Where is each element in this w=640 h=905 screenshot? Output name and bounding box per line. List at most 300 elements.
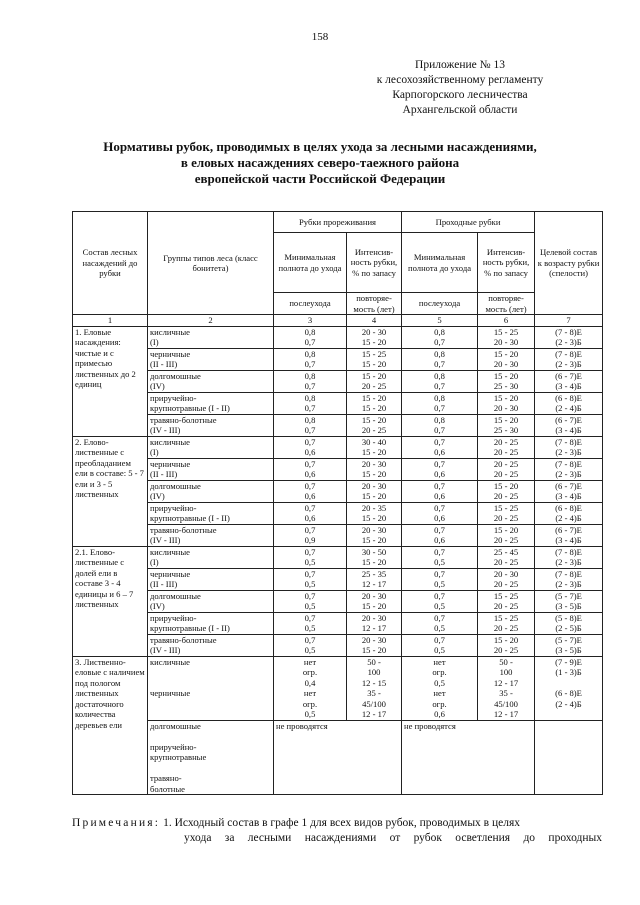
cell-line: (IV - III) [150,535,181,545]
cell-line: 20 - 25 [493,491,519,501]
value-cell [478,590,535,612]
cell-line: нет [433,688,446,698]
value-cell [478,392,535,414]
forest-type-cell [148,436,274,458]
cell-line: черничные [150,568,191,579]
cell-line: 20 - 30 [493,568,519,579]
cell-line: 0,7 [434,634,445,645]
value-cell [478,414,535,436]
value-cell [535,656,603,720]
cell-line: (6 - 7)Е [555,480,582,491]
value-cell [347,524,402,546]
composition-cell: 2.1. Елово-лиственные с долей ели в составе 3 - 4 единицы и 6 – 7 лиственных [73,546,148,656]
cell-line: 0,4 [304,677,316,688]
cell-line: 20 - 30 [361,524,387,535]
cell-line: 20 - 25 [493,447,519,457]
cell-line: 20 - 25 [493,535,519,545]
cell-line: 20 - 30 [361,634,387,645]
cell-line: 0,7 [304,502,316,513]
cell-line: 20 - 30 [361,458,387,469]
value-cell [274,326,347,348]
cell-line: 0,8 [434,326,445,337]
cell-line: 20 - 25 [493,623,519,633]
value-cell [478,436,535,458]
forest-type-cell [148,634,274,656]
table-row [73,414,603,436]
cell-line: 20 - 30 [361,480,387,491]
value-cell [402,568,478,590]
cell-line: (7 - 8)Е [555,436,582,447]
cell-line: 15 - 20 [493,524,519,535]
header-after-care: послеухода [402,293,478,315]
appendix-line: Архангельской области [402,104,518,116]
cell-line: 15 - 20 [361,469,387,479]
value-cell [535,612,603,634]
cell-line: 0,7 [434,524,445,535]
cell-line: долгомошные [150,480,201,491]
cell-line: (5 - 8)Е [555,612,582,623]
forest-type-cell [148,370,274,392]
cell-line: (2 - 4)Б [555,513,582,523]
value-cell [402,590,478,612]
value-cell [347,546,402,568]
value-cell [478,656,535,720]
cell-line: приручейно- [150,502,197,513]
composition-cell: 2. Елово-лиственные с преобладанием ели в составе: 5 - 7 ели и 3 - 5 лиственных [73,436,148,546]
value-cell [274,590,347,612]
cell-line: 45/100 [494,698,518,709]
cell-line: 20 - 30 [493,337,519,347]
value-cell [478,524,535,546]
cell-line: (2 - 4)Б [555,698,582,709]
table-row [73,612,603,634]
cell-line: (3 - 5)Б [555,601,582,611]
value-cell [402,524,478,546]
cell-line: 12 - 15 [361,677,387,688]
target-cell [535,720,603,795]
cell-line: 0,7 [304,568,316,579]
table-row [73,480,603,502]
forest-type-cell [148,720,274,795]
value-cell [535,590,603,612]
cell-line: 15 - 25 [493,502,519,513]
cell-line: 0,8 [304,414,316,425]
document-title [60,139,580,187]
cell-line: долгомошные [150,720,201,731]
cell-line [150,678,271,689]
value-cell [274,392,347,414]
cell-line: 0,7 [304,480,316,491]
not-conducted-cell [402,720,535,795]
cell-line: 15 - 20 [361,513,387,523]
cell-line: 35 - [499,688,513,698]
cell-line: 20 - 25 [493,645,519,655]
cell-line: (7 - 8)Е [555,348,582,359]
cell-line: 25 - 30 [493,425,519,435]
value-cell [535,370,603,392]
value-cell [478,634,535,656]
header-intensity: Интенсив-ность рубки, % по запасу [347,233,402,293]
cell-line: 30 - 40 [361,436,387,447]
value-cell [347,590,402,612]
header-thinning: Рубки прореживания [274,212,402,233]
value-cell [535,568,603,590]
cell-line: (2 - 3)Б [555,447,582,457]
cell-line: (3 - 4)Б [555,425,582,435]
value-cell [535,392,603,414]
cell-line: 0,5 [304,645,316,655]
value-cell [535,480,603,502]
value-cell [535,546,603,568]
cell-line: огр. [432,698,447,709]
cell-line: 20 - 30 [493,403,519,413]
cell-line: 15 - 20 [493,414,519,425]
forest-type-cell [148,348,274,370]
value-cell [347,634,402,656]
cell-line: 20 - 30 [361,326,387,337]
composition-cell: 1. Еловые насаждения: чистые и с примесью лиственных до 2 единиц [73,326,148,436]
cell-line: 20 - 25 [493,458,519,469]
value-cell [402,326,478,348]
not-conducted-cell [274,720,402,795]
cell-line: (2 - 4)Б [555,403,582,413]
cell-line: 0,5 [434,579,445,589]
value-cell [402,414,478,436]
cell-line [537,709,600,720]
cell-line: 15 - 20 [361,414,387,425]
value-cell [535,436,603,458]
appendix-line: к лесохозяйственному регламенту [376,74,544,86]
cell-line: 15 - 20 [361,337,387,347]
value-cell [402,634,478,656]
cell-line: 15 - 25 [493,612,519,623]
cell-line: 0,7 [434,359,445,369]
cell-line [150,731,271,742]
title-line: европейской части Российской Федерации [194,171,446,186]
cell-line: 12 - 17 [493,709,519,719]
notes-text: 1. Исходный состав в графе 1 для всех видов рубок, проводимых в целях [163,817,521,829]
cell-line: 15 - 25 [493,590,519,601]
cell-line: (7 - 8)Е [555,568,582,579]
cell-line: 0,8 [434,370,445,381]
cell-line: 0,8 [304,392,316,403]
forest-type-cell [148,546,274,568]
cell-line: 0,8 [434,348,445,359]
cell-line: 15 - 20 [493,480,519,491]
cell-line: 0,6 [304,469,316,479]
value-cell [274,612,347,634]
cell-line: болотные [150,783,185,794]
header-passing-cuts: Проходные рубки [402,212,535,233]
cell-line: 0,7 [304,425,316,435]
cell-line: 15 - 20 [493,370,519,381]
cell-line: 20 - 25 [493,513,519,523]
cell-line: крупнотравные [150,752,207,762]
header-repeat: повторяе-мость (лет) [478,293,535,315]
column-number: 6 [478,315,535,327]
value-cell [274,656,347,720]
cell-line: (3 - 5)Б [555,645,582,655]
cell-line: 0,6 [434,469,445,479]
cell-line: черничные [150,458,191,469]
value-cell [274,370,347,392]
cell-line: 12 - 17 [361,709,387,719]
cell-line: нет [433,656,446,667]
cell-line: 0,5 [434,557,445,567]
cell-line: приручейно- [150,741,197,752]
header-after-care: послеухода [274,293,347,315]
cell-line: 15 - 20 [361,359,387,369]
cell-line: 20 - 25 [493,469,519,479]
value-cell [274,480,347,502]
value-cell [274,436,347,458]
cell-line: 0,5 [304,579,316,589]
cell-line: (IV - III) [150,425,181,435]
value-cell [478,568,535,590]
cell-line: 0,6 [304,513,316,523]
cell-line: 0,7 [434,436,445,447]
cell-line: крупнотравные (I - II) [150,623,230,633]
cell-line: травяно-болотные [150,414,217,425]
cell-line: травяно-болотные [150,634,217,645]
cell-line: 0,5 [434,623,445,633]
cell-line: 0,6 [434,535,445,545]
cell-line: (I) [150,337,159,347]
cell-line: приручейно- [150,392,197,403]
table-row [73,436,603,458]
cell-line: (II - III) [150,359,178,369]
column-number: 3 [274,315,347,327]
forest-type-cell [148,612,274,634]
cell-line: (3 - 4)Б [555,381,582,391]
cell-line: 20 - 35 [361,502,387,513]
cell-line: 15 - 20 [361,535,387,545]
title-line: в еловых насаждениях северо-таежного района [180,155,460,170]
cell-line: 0,7 [434,502,445,513]
cell-line: черничные [150,688,191,698]
value-cell [402,612,478,634]
cell-line: нет [303,656,317,667]
value-cell [347,348,402,370]
table-row [73,348,603,370]
cell-line: (I) [150,447,159,457]
value-cell [402,392,478,414]
cell-line: кисличные [150,546,190,557]
cell-line: 0,5 [304,623,316,633]
header-composition: Состав лесных насаждений до рубки [73,212,148,315]
cell-line: 45/100 [362,698,386,709]
cell-line: 15 - 20 [493,634,519,645]
value-cell [535,414,603,436]
cell-line: 0,8 [304,326,316,337]
value-cell [274,546,347,568]
value-cell [347,502,402,524]
cell-line: 20 - 30 [493,359,519,369]
value-cell [478,612,535,634]
cell-line: не проводятся [276,720,328,731]
cell-line: 30 - 50 [361,546,387,557]
cell-line: кисличные [150,326,190,337]
cell-line: 0,7 [304,634,316,645]
cell-line: (6 - 7)Е [555,370,582,381]
value-cell [402,458,478,480]
cell-line: 0,8 [434,392,445,403]
cell-line: огр. [302,667,318,677]
cell-line: (6 - 7)Е [555,414,582,425]
cell-line: 15 - 20 [361,557,387,567]
cell-line: (II - III) [150,579,178,589]
cell-line: крупнотравные (I - II) [150,403,230,413]
forest-type-cell [148,502,274,524]
cell-line: 100 [499,667,513,677]
value-cell [347,414,402,436]
forest-type-cell [148,590,274,612]
value-cell [402,480,478,502]
value-cell [478,546,535,568]
cell-line: черничные [150,348,191,359]
header-forest-type: Группы типов леса (класс бонитета) [148,212,274,315]
value-cell [402,348,478,370]
value-cell [347,326,402,348]
column-number: 2 [148,315,274,327]
cell-line: 50 - [367,656,381,667]
value-cell [274,524,347,546]
cell-line: 15 - 20 [361,392,387,403]
table-row [73,524,603,546]
value-cell [535,458,603,480]
value-cell [274,568,347,590]
cell-line: 25 - 35 [361,568,387,579]
cell-line: травяно-болотные [150,524,217,535]
cell-line [150,763,271,774]
cell-line: 0,5 [434,601,445,611]
cell-line: 20 - 25 [493,557,519,567]
cell-line: 25 - 45 [493,546,519,557]
cell-line [537,678,600,689]
cell-line: 0,5 [434,645,445,655]
value-cell [274,502,347,524]
composition-cell: 3. Лиственно-еловые с наличием под пологом лиственных достаточного количества деревьев ели [73,656,148,795]
cell-line: приручейно- [150,612,197,623]
cell-line: 0,6 [434,709,445,719]
cell-line: 15 - 20 [361,370,387,381]
cell-line [150,667,271,678]
cell-line: (7 - 8)Е [555,458,582,469]
value-cell [478,480,535,502]
cell-line: (3 - 4)Б [555,535,582,545]
cell-line: кисличные [150,436,190,447]
cell-line: 20 - 25 [361,381,387,391]
column-number: 7 [535,315,603,327]
cell-line: 0,5 [304,601,316,611]
cell-line: 12 - 17 [361,579,387,589]
title-line: Нормативы рубок, проводимых в целях ухода за лесными насаждениями, [103,139,537,154]
cell-line: 15 - 20 [361,403,387,413]
cell-line: (3 - 4)Б [555,491,582,501]
cell-line: 50 - [499,656,513,667]
header-min-density: Минимальная полнота до ухода [274,233,347,293]
cell-line: 0,5 [304,557,316,567]
table-row [73,502,603,524]
value-cell [535,634,603,656]
cell-line: 0,7 [304,403,316,413]
cell-line: (IV) [150,601,165,611]
value-cell [347,656,402,720]
cell-line: (IV) [150,491,165,501]
cell-line: (2 - 3)Б [555,359,582,369]
cell-line: 15 - 25 [361,348,387,359]
cell-line: 0,7 [304,590,316,601]
cell-line: 12 - 17 [493,677,519,688]
column-number: 4 [347,315,402,327]
cell-line: крупнотравные (I - II) [150,513,230,523]
value-cell [347,480,402,502]
value-cell [535,502,603,524]
value-cell [347,458,402,480]
appendix-line: Приложение № 13 [415,59,505,71]
cell-line: 0,7 [434,381,445,391]
cell-line: долгомошные [150,590,201,601]
cell-line: 0,6 [434,491,445,501]
value-cell [274,414,347,436]
forest-type-cell [148,414,274,436]
cell-line: (6 - 8)Е [555,392,582,403]
table-row [73,458,603,480]
forest-type-cell [148,392,274,414]
cell-line: (IV) [150,381,165,391]
value-cell [402,370,478,392]
cell-line: 100 [367,667,381,677]
cell-line: (5 - 7)Е [555,634,582,645]
cell-line: нет [303,688,317,698]
table-row [73,392,603,414]
value-cell [347,568,402,590]
cell-line: 35 - [367,688,381,698]
cell-line: 20 - 25 [493,436,519,447]
cell-line: 0,5 [434,677,445,688]
cell-line: (6 - 7)Е [555,524,582,535]
cell-line: 15 - 20 [493,392,519,403]
value-cell [535,326,603,348]
cell-line: 0,6 [304,447,316,457]
cell-line: 20 - 30 [361,612,387,623]
value-cell [478,348,535,370]
cell-line: 0,8 [304,348,316,359]
cell-line: 0,7 [304,337,316,347]
cell-line: (I) [150,557,159,567]
cell-line: 0,6 [434,447,445,457]
cell-line: 0,7 [304,359,316,369]
cell-line: 0,8 [304,370,316,381]
cell-line: (1 - 3)Б [555,667,582,677]
cell-line: 0,7 [304,458,316,469]
cell-line: (2 - 5)Б [555,623,582,633]
cell-line: 0,7 [304,436,316,447]
cell-line: огр. [432,667,447,677]
cell-line: 0,7 [434,458,445,469]
cell-line: 15 - 20 [361,491,387,501]
forest-type-cell [148,458,274,480]
table-row [73,326,603,348]
cell-line: (2 - 3)Б [555,337,582,347]
table-row [73,370,603,392]
value-cell [478,502,535,524]
cell-line: (6 - 8)Е [555,502,582,513]
cell-line: долгомошные [150,370,201,381]
cell-line: 0,7 [434,425,445,435]
appendix-reference [300,58,620,118]
cell-line: (7 - 8)Е [555,546,582,557]
